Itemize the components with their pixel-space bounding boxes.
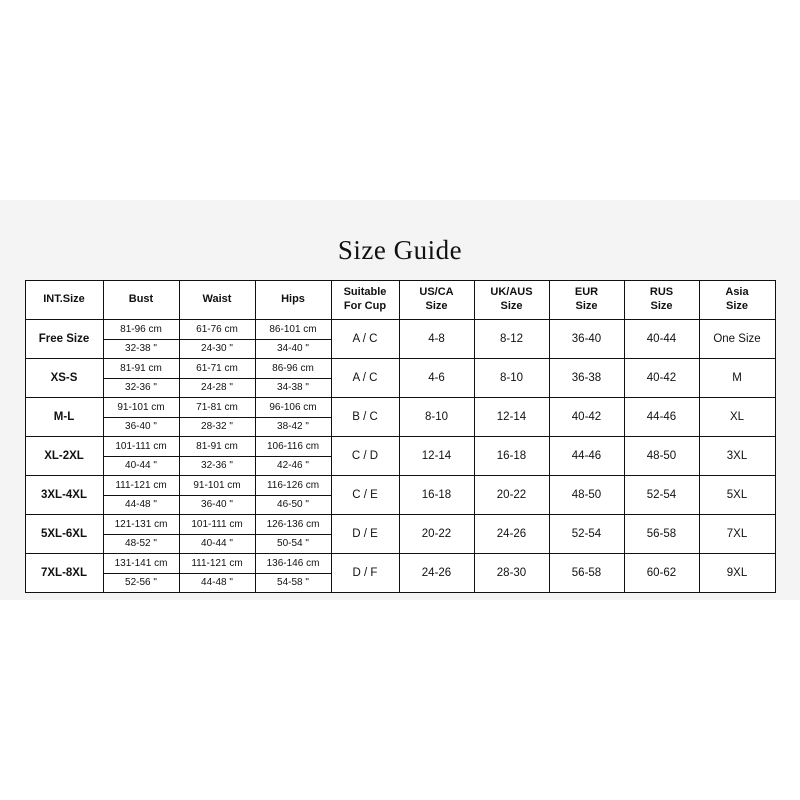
cell-asia	[699, 320, 775, 359]
column-header-eur-size	[549, 281, 624, 320]
cell-eur	[549, 359, 624, 398]
cell-waist	[179, 554, 255, 593]
cell-waist-cm: 101-111 cm	[191, 518, 243, 530]
cell-bust-inch: 52-56 "	[104, 573, 179, 593]
cell-hips	[255, 320, 331, 359]
cell-hips-cm: 126-136 cm	[266, 518, 320, 530]
cell-eur-value: 52-54	[571, 528, 602, 540]
cell-waist-cm: 61-71 cm	[196, 362, 238, 374]
cell-uk-aus	[474, 554, 549, 593]
column-header-int-size	[25, 281, 103, 320]
cell-waist	[179, 320, 255, 359]
cell-eur-value: 48-50	[571, 489, 602, 501]
cell-waist-inch: 36-40 "	[180, 495, 255, 515]
cell-bust	[103, 359, 179, 398]
cell-waist	[179, 476, 255, 515]
cell-waist	[179, 398, 255, 437]
cell-waist-inch: 28-32 "	[180, 417, 255, 437]
cell-cup-value: C / E	[352, 489, 378, 501]
cell-uk-aus-value: 28-30	[496, 567, 527, 579]
cell-bust-inch: 32-36 "	[104, 378, 179, 398]
cell-uk-aus-value: 24-26	[496, 528, 527, 540]
cell-hips-inch: 46-50 "	[256, 495, 331, 515]
cell-cup-value: B / C	[352, 411, 378, 423]
size-guide-table	[25, 280, 776, 593]
cell-cup	[331, 320, 399, 359]
cell-hips-inch: 54-58 "	[256, 573, 331, 593]
cell-rus	[624, 476, 699, 515]
cell-hips	[255, 554, 331, 593]
cell-uk-aus	[474, 515, 549, 554]
cell-asia-value: M	[732, 372, 742, 384]
column-header-rus-size-line2: Size	[650, 300, 673, 312]
cell-us-ca	[399, 320, 474, 359]
cell-rus-value: 60-62	[646, 567, 677, 579]
column-header-asia-size-line1: Asia	[725, 286, 749, 299]
cell-hips	[255, 476, 331, 515]
cell-rus-value: 52-54	[646, 489, 677, 501]
cell-us-ca	[399, 359, 474, 398]
cell-hips-inch: 42-46 "	[256, 456, 331, 476]
cell-bust-cm: 111-121 cm	[115, 479, 167, 491]
cell-waist	[179, 515, 255, 554]
column-header-suitable-for-cup	[331, 281, 399, 320]
cell-cup-value: D / F	[352, 567, 378, 579]
column-header-asia-size	[699, 281, 775, 320]
cell-asia	[699, 554, 775, 593]
cell-hips-cm: 86-101 cm	[269, 323, 317, 335]
cell-waist	[179, 437, 255, 476]
cell-asia-value: 9XL	[726, 567, 748, 579]
cell-eur-value: 36-40	[571, 333, 602, 345]
cell-uk-aus-value: 16-18	[496, 450, 527, 462]
cell-hips-inch: 34-40 "	[256, 339, 331, 359]
cell-cup-value: A / C	[352, 333, 378, 345]
cell-rus	[624, 554, 699, 593]
column-header-int-size-line1: INT.Size	[43, 293, 85, 306]
cell-us-ca	[399, 437, 474, 476]
cell-bust	[103, 437, 179, 476]
cell-waist-inch: 24-28 "	[180, 378, 255, 398]
cell-waist-cm: 91-101 cm	[193, 479, 241, 491]
cell-waist-inch: 44-48 "	[180, 573, 255, 593]
cell-hips-cm: 96-106 cm	[269, 401, 317, 413]
column-header-suitable-for-cup-line1: Suitable	[343, 286, 387, 299]
cell-bust-cm: 91-101 cm	[117, 401, 165, 413]
cell-us-ca	[399, 476, 474, 515]
cell-uk-aus	[474, 320, 549, 359]
cell-us-ca-value: 12-14	[421, 450, 452, 462]
cell-bust	[103, 398, 179, 437]
cell-waist-inch: 32-36 "	[180, 456, 255, 476]
cell-asia	[699, 437, 775, 476]
cell-cup	[331, 515, 399, 554]
cell-waist-cm: 71-81 cm	[196, 401, 238, 413]
cell-us-ca	[399, 515, 474, 554]
table-row	[25, 554, 775, 593]
cell-bust-cm: 81-96 cm	[120, 323, 162, 335]
cell-bust-cm: 121-131 cm	[114, 518, 168, 530]
column-header-uk-aus-size	[474, 281, 549, 320]
table-row	[25, 398, 775, 437]
cell-hips	[255, 437, 331, 476]
cell-int-size: M-L	[25, 398, 103, 437]
column-header-uk-aus-size-line2: Size	[500, 300, 523, 312]
column-header-waist	[179, 281, 255, 320]
cell-waist-cm: 111-121 cm	[191, 557, 243, 569]
cell-uk-aus	[474, 437, 549, 476]
cell-int-size: XS-S	[25, 359, 103, 398]
column-header-rus-size-line1: RUS	[649, 286, 674, 299]
column-header-hips-line1: Hips	[281, 293, 305, 306]
cell-us-ca	[399, 554, 474, 593]
table-row	[25, 515, 775, 554]
cell-bust-inch: 48-52 "	[104, 534, 179, 554]
cell-int-size: XL-2XL	[25, 437, 103, 476]
column-header-hips	[255, 281, 331, 320]
cell-asia	[699, 359, 775, 398]
column-header-bust	[103, 281, 179, 320]
column-header-asia-size-line2: Size	[725, 300, 748, 312]
table-header	[25, 281, 775, 320]
cell-eur-value: 56-58	[571, 567, 602, 579]
cell-cup-value: C / D	[351, 450, 379, 462]
cell-bust-cm: 101-111 cm	[115, 440, 167, 452]
table-body	[25, 320, 775, 593]
table-row	[25, 320, 775, 359]
cell-us-ca-value: 16-18	[421, 489, 452, 501]
cell-bust	[103, 515, 179, 554]
column-header-uk-aus-size-line1: UK/AUS	[490, 286, 533, 299]
column-header-waist-line1: Waist	[202, 293, 232, 306]
cell-us-ca-value: 4-8	[428, 333, 445, 345]
cell-hips-cm: 106-116 cm	[266, 440, 320, 452]
cell-waist-inch: 24-30 "	[180, 339, 255, 359]
cell-hips-inch: 50-54 "	[256, 534, 331, 554]
cell-bust	[103, 554, 179, 593]
cell-rus-value: 44-46	[646, 411, 677, 423]
cell-waist-cm: 61-76 cm	[196, 323, 238, 335]
header-row	[25, 281, 775, 320]
cell-us-ca-value: 8-10	[424, 411, 449, 423]
cell-eur-value: 40-42	[571, 411, 602, 423]
cell-hips	[255, 359, 331, 398]
cell-uk-aus-value: 8-12	[499, 333, 524, 345]
size-guide-section	[0, 200, 800, 593]
column-header-suitable-for-cup-line2: For Cup	[343, 300, 387, 312]
cell-int-size: 5XL-6XL	[25, 515, 103, 554]
cell-int-size: 3XL-4XL	[25, 476, 103, 515]
cell-asia	[699, 476, 775, 515]
cell-hips-cm: 86-96 cm	[272, 362, 314, 374]
cell-bust-inch: 44-48 "	[104, 495, 179, 515]
cell-eur	[549, 437, 624, 476]
cell-uk-aus-value: 12-14	[496, 411, 527, 423]
cell-asia-value: 5XL	[726, 489, 748, 501]
cell-rus-value: 40-44	[646, 333, 677, 345]
cell-asia-value: One Size	[713, 333, 761, 345]
cell-bust	[103, 476, 179, 515]
cell-asia	[699, 515, 775, 554]
table-row	[25, 476, 775, 515]
cell-eur-value: 44-46	[571, 450, 602, 462]
cell-uk-aus	[474, 359, 549, 398]
cell-int-size: 7XL-8XL	[25, 554, 103, 593]
cell-hips-cm: 136-146 cm	[266, 557, 320, 569]
cell-eur	[549, 320, 624, 359]
column-header-rus-size	[624, 281, 699, 320]
cell-cup	[331, 554, 399, 593]
cell-eur	[549, 515, 624, 554]
cell-asia-value: 7XL	[726, 528, 748, 540]
cell-bust-inch: 32-38 "	[104, 339, 179, 359]
column-header-us-ca-size-line2: Size	[425, 300, 448, 312]
cell-bust-cm: 131-141 cm	[114, 557, 168, 569]
page-title: Size Guide	[337, 235, 463, 265]
cell-rus-value: 56-58	[646, 528, 677, 540]
cell-rus-value: 48-50	[646, 450, 677, 462]
cell-rus	[624, 398, 699, 437]
table-row	[25, 359, 775, 398]
cell-rus	[624, 320, 699, 359]
cell-uk-aus-value: 20-22	[496, 489, 527, 501]
column-header-eur-size-line1: EUR	[574, 286, 599, 299]
cell-eur-value: 36-38	[571, 372, 602, 384]
cell-rus-value: 40-42	[646, 372, 677, 384]
cell-cup-value: A / C	[352, 372, 378, 384]
cell-asia-value: XL	[729, 411, 745, 423]
cell-bust-inch: 36-40 "	[104, 417, 179, 437]
cell-asia	[699, 398, 775, 437]
cell-uk-aus	[474, 398, 549, 437]
cell-hips-cm: 116-126 cm	[266, 479, 320, 491]
cell-eur	[549, 398, 624, 437]
column-header-us-ca-size	[399, 281, 474, 320]
cell-bust-cm: 81-91 cm	[120, 362, 162, 374]
cell-cup-value: D / E	[352, 528, 378, 540]
cell-us-ca	[399, 398, 474, 437]
cell-rus	[624, 515, 699, 554]
cell-rus	[624, 437, 699, 476]
cell-rus	[624, 359, 699, 398]
cell-int-size: Free Size	[25, 320, 103, 359]
cell-cup	[331, 437, 399, 476]
table-row	[25, 437, 775, 476]
cell-hips	[255, 515, 331, 554]
cell-us-ca-value: 24-26	[421, 567, 452, 579]
cell-uk-aus	[474, 476, 549, 515]
cell-waist	[179, 359, 255, 398]
cell-bust-inch: 40-44 "	[104, 456, 179, 476]
cell-cup	[331, 359, 399, 398]
cell-hips-inch: 34-38 "	[256, 378, 331, 398]
cell-asia-value: 3XL	[726, 450, 748, 462]
column-header-eur-size-line2: Size	[575, 300, 598, 312]
column-header-bust-line1: Bust	[128, 293, 154, 306]
cell-hips	[255, 398, 331, 437]
cell-us-ca-value: 20-22	[421, 528, 452, 540]
cell-us-ca-value: 4-6	[428, 372, 445, 384]
column-header-us-ca-size-line1: US/CA	[419, 286, 454, 299]
cell-uk-aus-value: 8-10	[499, 372, 524, 384]
cell-hips-inch: 38-42 "	[256, 417, 331, 437]
cell-eur	[549, 476, 624, 515]
cell-cup	[331, 476, 399, 515]
cell-waist-cm: 81-91 cm	[196, 440, 238, 452]
cell-waist-inch: 40-44 "	[180, 534, 255, 554]
cell-cup	[331, 398, 399, 437]
cell-bust	[103, 320, 179, 359]
cell-eur	[549, 554, 624, 593]
